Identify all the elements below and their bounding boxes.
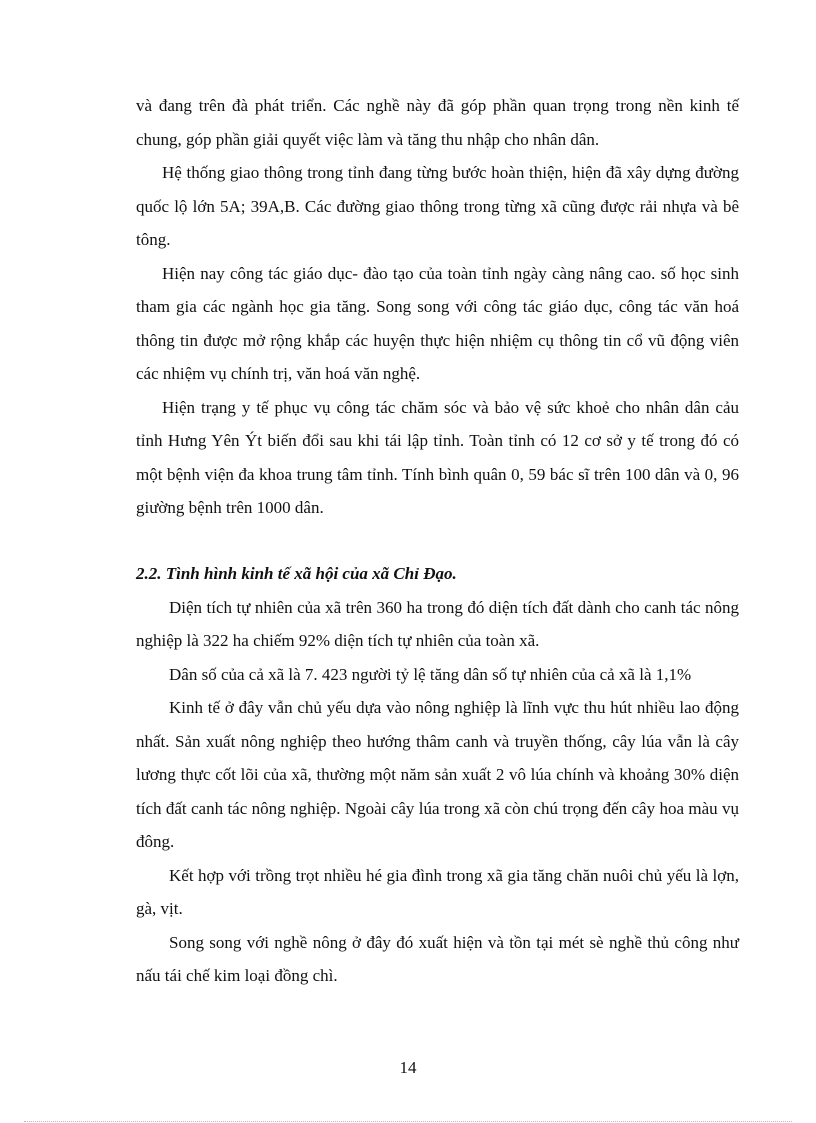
- paragraph-transport: Hệ thống giao thông trong tỉnh đang từng bước hoàn thiện, hiện đã xây dựng đường quốc lộ lớn 5A; 39A,B. Các đường giao thông trong từng xã cũng được rải nhựa và bê tông.: [136, 163, 739, 249]
- body-text-top: [136, 89, 739, 525]
- paragraph-health: Hiện trạng y tế phục vụ công tác chăm sóc và bảo vệ sức khoẻ cho nhân dân cảu tỉnh Hưng Yên Ýt biến đổi sau khi tái lập tỉnh. Toàn tỉnh có 12 cơ sở y tế trong đó có một bệnh viện đa khoa trung tâm tỉnh. Tính bình quân 0, 59 bác sĩ trên 100 dân và 0, 96 giường bệnh trên 1000 dân.: [136, 397, 739, 517]
- section-heading: 2.2. Tình hình kinh tế xã hội của xã Chỉ Đạo.: [136, 564, 457, 583]
- paragraph-education: Hiện nay công tác giáo dục- đào tạo của toàn tỉnh ngày càng nâng cao. số học sinh tham gia các ngành học gia tăng. Song song với công tác giáo dục, công tác văn hoá thông tin được mở rộng khắp các huyện thực hiện nhiệm cụ thông tin cổ vũ động viên các nhiệm vụ chính trị, văn hoá văn nghệ.: [136, 263, 739, 383]
- page-number: 14: [399, 1058, 417, 1077]
- paragraph-continuation: và đang trên đà phát triển. Các nghề này đã góp phần quan trọng trong nền kinh tế chung, góp phần giải quyết việc làm và tăng thu nhập cho nhân dân.: [136, 96, 739, 149]
- paragraph-population: Dân số của cả xã là 7. 423 người tỷ lệ tăng dân số tự nhiên của cả xã là 1,1%: [169, 664, 692, 684]
- paragraph-economy: Kinh tế ở đây vẫn chủ yếu dựa vào nông nghiệp là lĩnh vực thu hút nhiều lao động nhất. Sản xuất nông nghiệp theo hướng thâm canh và truyền thống, cây lúa vẫn là cây lương thực cốt lõi của xã, thường một năm sản xuất 2 vô lúa chính và khoảng 30% diện tích đất canh tác nông nghiệp. Ngoài cây lúa trong xã còn chú trọng đến cây hoa màu vụ đông.: [136, 698, 739, 851]
- footer-divider: [24, 1121, 792, 1122]
- section-2-2: [136, 557, 739, 993]
- paragraph-handicraft: Song song với nghề nông ở đây đó xuất hiện và tồn tại mét sè nghề thủ công như nấu tái chế kim loại đồng chì.: [136, 932, 739, 985]
- paragraph-area: Diện tích tự nhiên của xã trên 360 ha trong đó diện tích đất dành cho canh tác nông nghiệp là 322 ha chiếm 92% diện tích tự nhiên của toàn xã.: [136, 597, 739, 650]
- paragraph-livestock: Kết hợp với trồng trọt nhiều hé gia đình trong xã gia tăng chăn nuôi chủ yếu là lợn, gà, vịt.: [136, 865, 739, 918]
